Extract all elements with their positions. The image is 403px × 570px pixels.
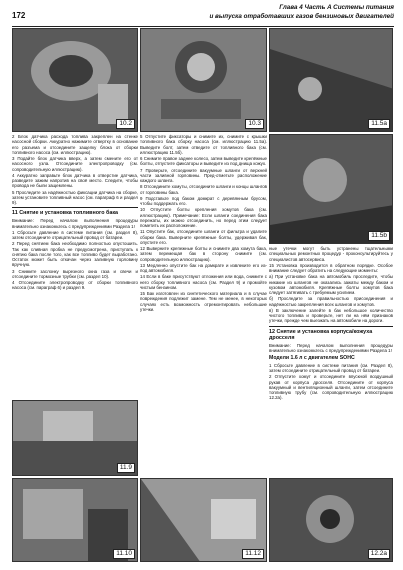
paragraph: 3 Снимите заслонку вырезного окна газа и свечи и отсоедините тормозные трубки (см. раздел 10). (12, 268, 138, 279)
figure-10-2-drawing (13, 29, 138, 132)
paragraph: 9 Подставьте под баком домкрат с деревянным брусом, чтобы поддержать его. (140, 195, 267, 206)
paragraph: 6 Снимите правое заднее колесо, затем выведите крепёжные болты, отпустите фиксаторы и выведите из под днища кожух. (140, 156, 267, 167)
figure-11-12 (140, 478, 267, 562)
subsection-heading: Модели 1.6 л с двигателем SOHC (269, 355, 355, 362)
paragraph: 2 Отпустите хомут и отсоедините впускной воздушный рукав от корпуса дросселя. Отсоедините от корпуса вакуумный и вентиляционный шланги, затем отсоедините топливную трубу (см. сопроводительную иллюстрацию 12.2а). (269, 374, 393, 401)
figure-label: 12.2a (368, 549, 390, 559)
paragraph: 10 Отпустите болты крепления хомутов бака (см. иллюстрацию). Примечание: Если шланги соединения бака пережаты, их можно отсоединить, но перед этим следует пометить их расположение. (140, 207, 267, 228)
section-12-heading: 12 Снятие и установка корпуса/кожуха дросселя (269, 328, 373, 341)
page-number: 172 (12, 11, 26, 20)
warning: Внимание: Перед началом выполнения процедуры внимательно ознакомьтесь с предупреждениями Раздела 1! (12, 218, 138, 229)
section-divider (12, 207, 138, 208)
figure-10-3 (140, 28, 267, 132)
paragraph: 1 Сбросьте давление в системе питания (см. раздел 8), затем отсоедините отрицательный провод от батареи. (12, 229, 138, 241)
section-11-heading: 11 Снятие и установка топливного бака (12, 210, 119, 217)
paragraph: 15 Установка производится в обратном порядке. Особое внимание следует обратить на следующие моменты: (269, 262, 393, 273)
figure-label: 11.9 (117, 463, 135, 473)
paragraph: ные утечки могут быть устранены тщательными специальных ремонтных процедур - проконсультируйтесь у специалистов автосервиса. (269, 246, 393, 262)
column-1-text (12, 134, 138, 398)
figure-10-2 (12, 28, 138, 132)
warning: Внимание: Перед началом выполнения процедуры внимательно ознакомьтесь с предупреждениями Раздела 1! (269, 342, 393, 354)
paragraph: 15 Бак изготовлен из синтетического материала и в случае повреждения подлежит замене. Тем не менее, в некоторых случаях есть возможность отремонтировать небольшие утечки. (140, 291, 267, 312)
paragraph: 12 Выверните крепежные болты и снимите два хомута бака, затем перемещая бак в сторону снимите (см. сопроводительную иллюстрацию). (140, 246, 267, 262)
figure-label: 11.5b (368, 231, 390, 241)
header-title (54, 4, 394, 21)
figure-11-9 (12, 400, 138, 476)
figure-label: 11.10 (113, 549, 135, 559)
column-2-text (140, 134, 267, 476)
paragraph: 14 Если в баке присутствуют отложения или вода, снимите с него сборку топливного насоса (см. Раздел 9) и промойте чистым бензином. (140, 274, 267, 290)
figure-label: 10.3 (245, 119, 264, 129)
paragraph: 11 Опустите бак, отсоедините шланги от фильтра и удалите сборки бака. Выверните крепёжные болты, удерживая бак, опустите его. (140, 229, 267, 245)
column-3-text (269, 246, 393, 476)
section-divider (269, 326, 393, 327)
paragraph: 2 Перед снятием бака необходимо полностью опустошить. Так как сливная пробка не предусмотрена, приступать к снятию бака после того, как все топливо будет выработано. Остаток может быть откачан через заливную горловину вручную. (12, 241, 138, 268)
figure-11-5a-drawing (270, 29, 393, 132)
paragraph: 4 Отсоедините электропроводку от сборки топливного насоса (см. параграф 6) и раздел 9. (12, 280, 138, 291)
paragraph: а) При установке бака на автомобиль проследите, чтобы никакие из шлангов не оказались зажаты между баком и кузовом автомобиля. Крепёжные болты хомутов бака следует затягивать с требуемым усилием. (269, 274, 393, 295)
paragraph: 2 Блок датчика расхода топлива закреплен на стенке насосной сборки. Аккуратно нажимите отвертку в основание его разъема и отсоедините защелку блока от сборки топливного насоса (см. иллюстрацию). (12, 134, 138, 155)
paragraph: 13 Медленно опустите бак на домкрате и извлеките его из-под автомобиля. (140, 262, 267, 273)
paragraph: 4 Аккуратно заправьте блок датчика в отверстие датчика, разведите зажим напротив на своё место. Следите, чтобы провода не были защемлены. (12, 172, 138, 189)
figure-label: 11.12 (242, 549, 264, 559)
figure-11-5b-drawing (270, 135, 393, 244)
paragraph: 3 Подайте блок датчика вверх, а затем смените его от насосного узла. Отсоедините электропроводку (см. сопроводительную иллюстрацию). (12, 156, 138, 172)
figure-11-5a (269, 28, 393, 132)
paragraph: 5 Отпустите фиксаторы и снимите их, снимите с крышки топливного бака сборку насоса (см. иллюстрацию 11.5а). Выведите болт, затем отведите от топливного бака (см. иллюстрацию 11.5б). (140, 134, 267, 155)
figure-label: 10.2 (116, 119, 135, 129)
figure-12-2a (269, 478, 393, 562)
header-line-2: и выпуска отработавших газов бензиновых двигателей (209, 12, 394, 20)
paragraph: 8 Отсоедините хомуты, отсоедините шланги и концы шлангов от горловины бака. (140, 184, 267, 195)
figure-11-10 (12, 478, 138, 562)
figure-11-5b (269, 134, 393, 244)
paragraph: 7 Проверьте, отсоедините вакуумные шланги от верхней части заливной горловины. Пред-отметьте расположение каждого шланга. (140, 167, 267, 183)
header-line-1: Глава 4 Часть A Системы питания (279, 4, 394, 11)
page-header (12, 4, 394, 27)
paragraph: 5 Проследите за надёжностью фиксации датчика на сборке, затем установите топливный насос (см. параграф 6 и раздел 9). (12, 189, 138, 205)
paragraph: 1 Сбросьте давление в системе питания (см. Раздел 8), затем отсоедините отрицательный провод от батареи. (269, 362, 393, 374)
figure-10-3-drawing (141, 29, 267, 132)
figure-label: 11.5a (368, 119, 390, 129)
paragraph: в) В заключение залейте в бак небольшое количество чистого топлива и проверьте, нет ли на нём признаков утечки, прежде чем выезжать на автомобиле на дороги. (269, 307, 393, 324)
paragraph: б) Проследите за правильностью присоединения и надёжностью закрепления всех шлангов и хомутов. (269, 296, 393, 307)
